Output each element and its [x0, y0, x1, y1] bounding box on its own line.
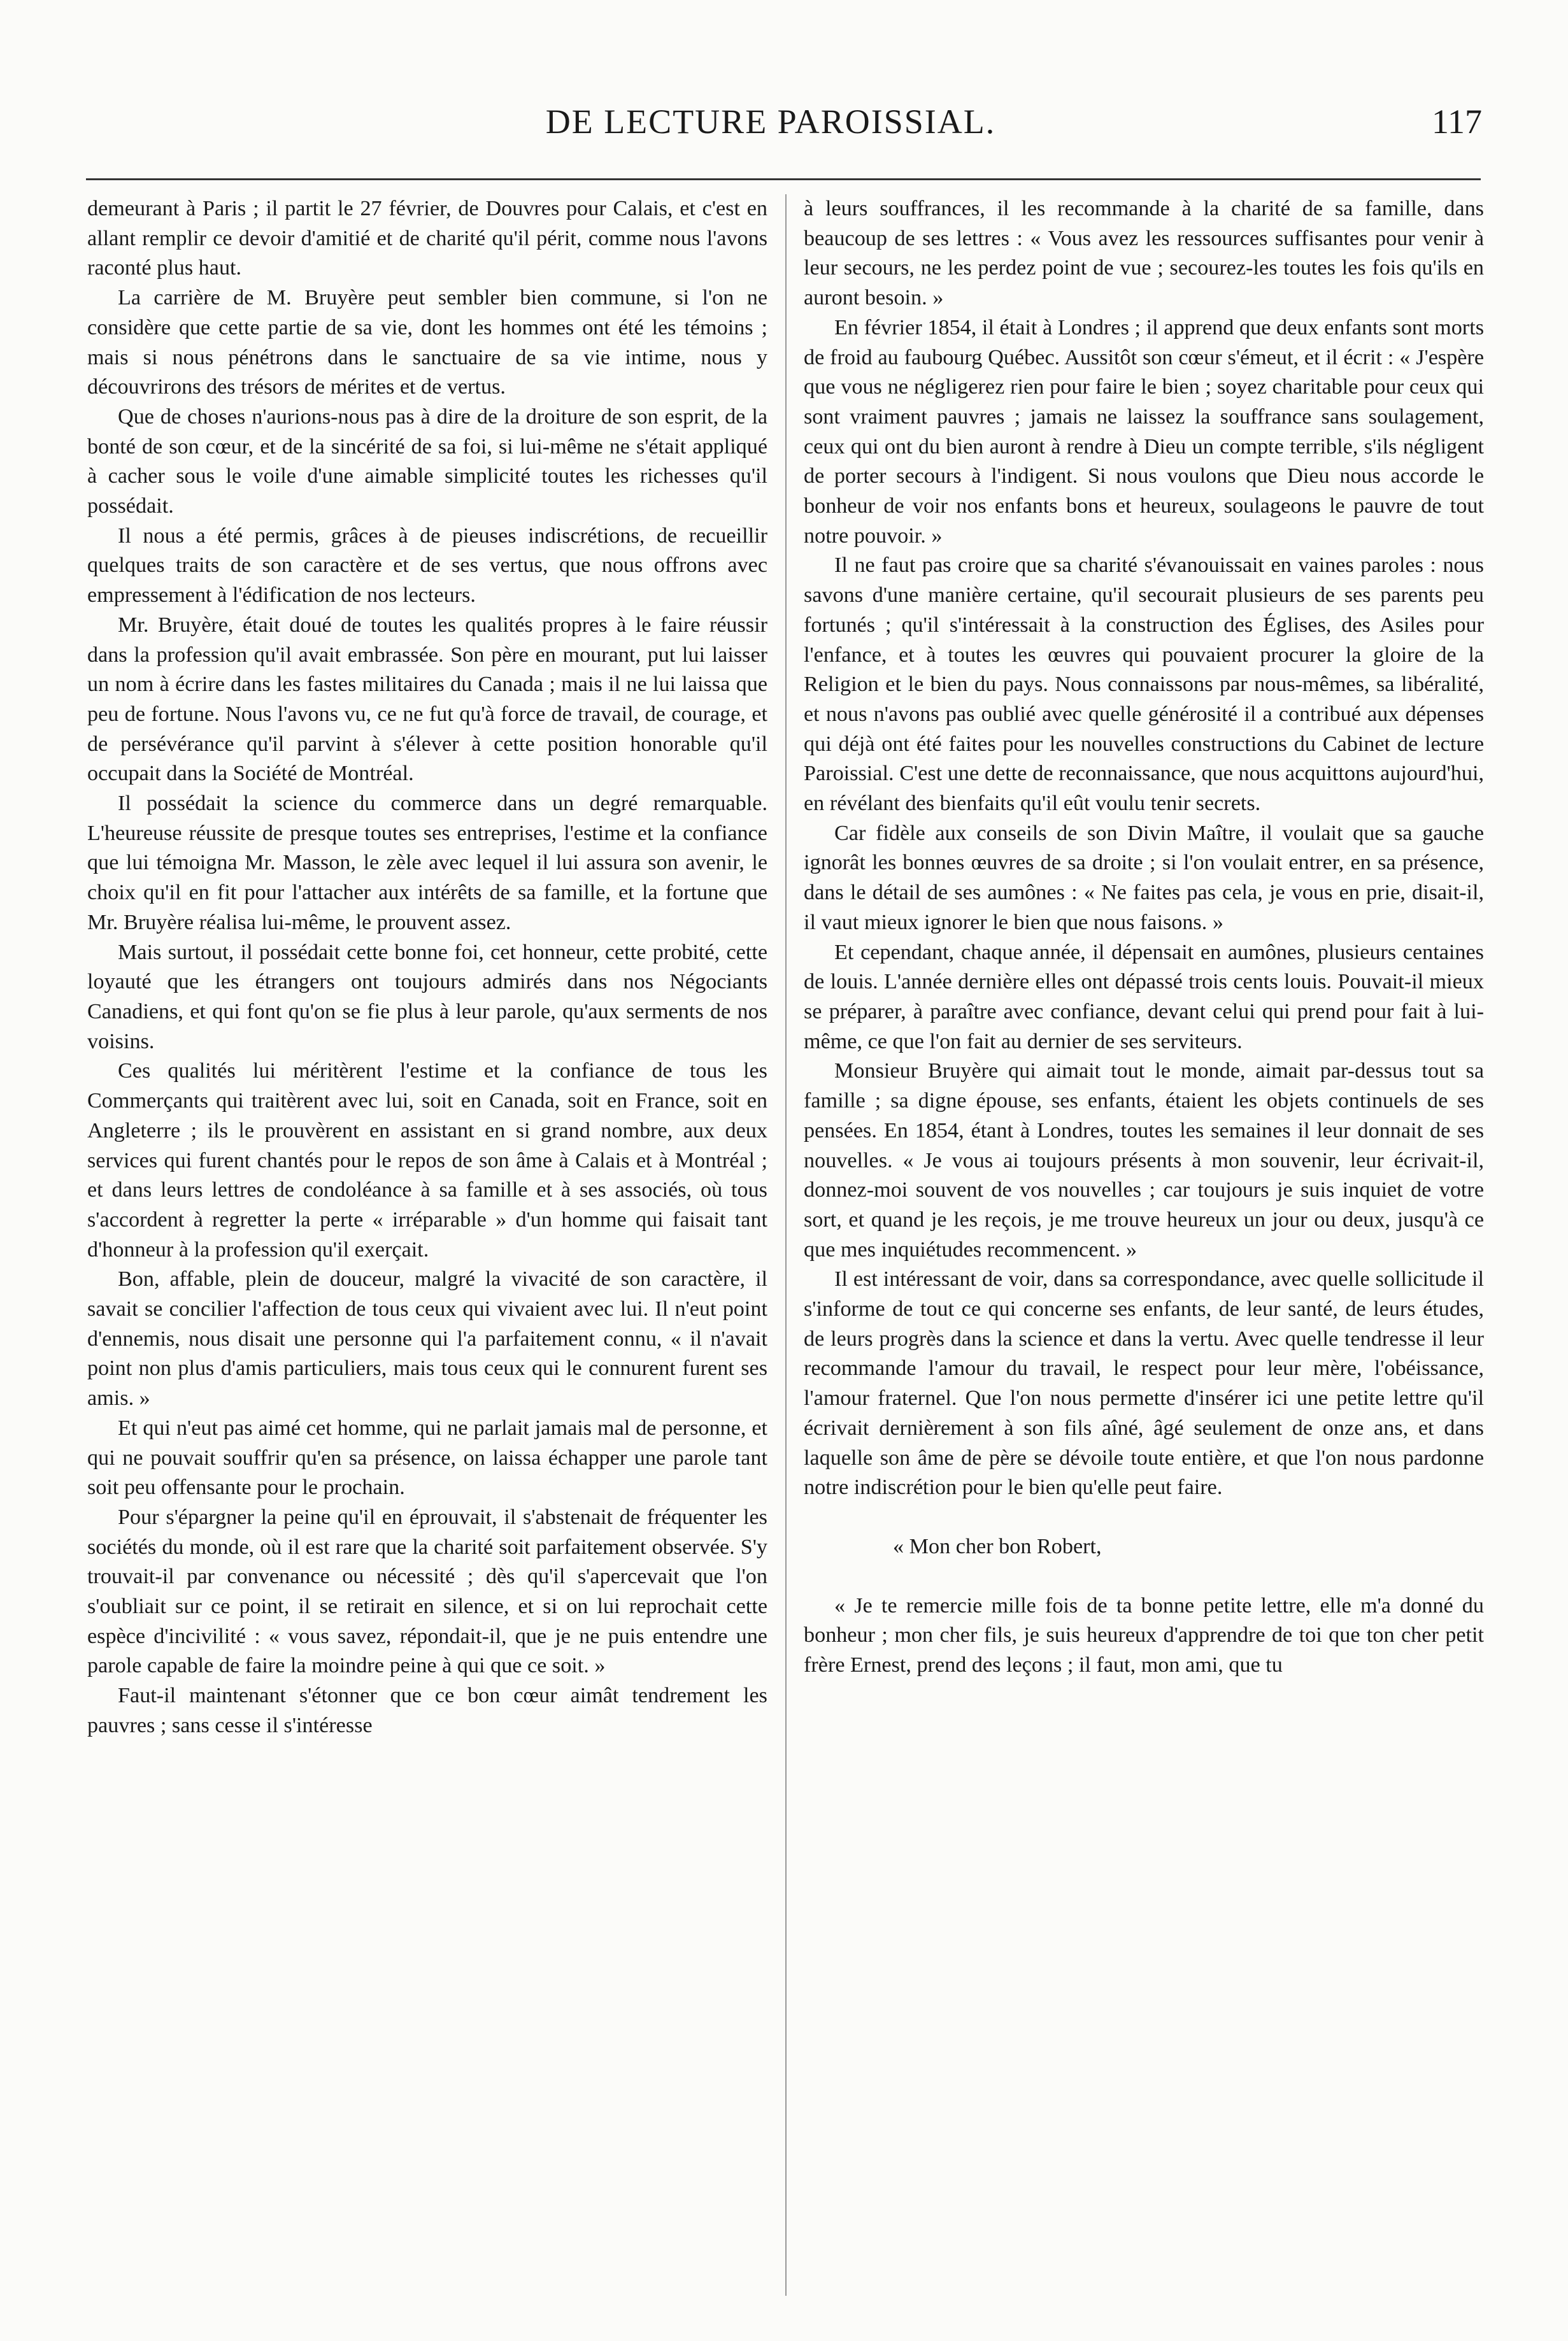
- paragraph: « Mon cher bon Robert,: [893, 1534, 1102, 1558]
- paragraph: La carrière de M. Bruyère peut sembler bien commune, si l'on ne considère que cette partie de sa vie, dont les hommes ont été les témoins ; mais si nous pénétrons dans le sanctuaire de sa vie intime, nous y découvrirons des trésors de mérites et de vertus.: [87, 286, 767, 399]
- paragraph: Et qui n'eut pas aimé cet homme, qui ne parlait jamais mal de personne, et qui ne pouvait souffrir qu'en sa présence, on laissa échapper une parole tant soit peu offensante pour le prochain.: [87, 1416, 767, 1500]
- paragraph: Mais surtout, il possédait cette bonne foi, cet honneur, cette probité, cette loyauté que les étrangers ont toujours admirés dans nos Négociants Canadiens, et qui font qu'on se fie plus à leur parole, qu'aux serments de nos voisins.: [87, 940, 767, 1053]
- paragraph: Il nous a été permis, grâces à de pieuses indiscrétions, de recueillir quelques traits de son caractère et de ses vertus, que nous offrons avec empressement à l'édification de nos lecteurs.: [87, 523, 767, 608]
- paragraph: « Je te remercie mille fois de ta bonne petite lettre, elle m'a donné du bonheur ; mon cher fils, je suis heureux d'apprendre de toi que ton cher petit frère Ernest, prend des leçons ; il faut, mon ami, que tu: [804, 1593, 1484, 1677]
- paragraph: Bon, affable, plein de douceur, malgré la vivacité de son caractère, il savait se concilier l'affection de tous ceux qui vivaient avec lui. Il n'eut point d'ennemis, nous disait une personne qui l'a parfaitement connu, « il n'avait point non plus d'amis particuliers, mais tous ceux qui le connurent furent ses amis. »: [87, 1267, 767, 1411]
- paragraph: En février 1854, il était à Londres ; il apprend que deux enfants sont morts de froid au faubourg Québec. Aussitôt son cœur s'émeut, et il écrit : « J'espère que vous ne négligerez rien pour faire le bien ; soyez charitable pour ceux qui sont vraiment pauvres ; jamais ne laissez la souffrance sans soulagement, ceux qui ont du bien auront à rendre à Dieu un compte terrible, s'ils négligent de porter secours à l'indigent. Si nous voulons que Dieu nous accorde le bonheur de voir nos enfants bons et heureux, soulageons le pauvre de tout notre pouvoir. »: [804, 315, 1484, 548]
- paragraph: Ces qualités lui méritèrent l'estime et la confiance de tous les Commerçants qui traitèrent avec lui, soit en Canada, soit en France, soit en Angleterre ; ils le prouvèrent en assistant en si grand nombre, aux deux services qui furent chantés pour le repos de son âme à Calais et à Montréal ; et dans leurs lettres de condoléance à sa famille et à ses associés, où tous s'accordent à regretter la perte « irréparable » d'un homme qui faisait tant d'honneur à la profession qu'il exerçait.: [87, 1059, 767, 1262]
- paragraph: Et cependant, chaque année, il dépensait en aumônes, plusieurs centaines de louis. L'année dernière elles ont dépassé trois cents louis. Pouvait-il mieux se préparer, à paraître avec confiance, devant celui qui prend pour fait à lui-même, ce que l'on fait au dernier de ses serviteurs.: [804, 940, 1484, 1053]
- paragraph: Faut-il maintenant s'étonner que ce bon cœur aimât tendrement les pauvres ; sans cesse il s'intéresse: [87, 1684, 767, 1737]
- paragraph: Que de choses n'aurions-nous pas à dire de la droiture de son esprit, de la bonté de son cœur, et de la sincérité de sa foi, si lui-même ne s'était appliqué à cacher sous le voile d'une aimable simplicité toutes les richesses qu'il possédait.: [87, 404, 767, 518]
- running-header: [0, 102, 1568, 172]
- paragraph: Car fidèle aux conseils de son Divin Maître, il voulait que sa gauche ignorât les bonnes œuvres de sa droite ; si l'on voulait entrer, en sa présence, dans le détail de ses aumônes : « Ne faites pas cela, je vous en prie, disait-il, il vaut mieux ignorer le bien que nous faisons. »: [804, 821, 1484, 934]
- paragraph: Il est intéressant de voir, dans sa correspondance, avec quelle sollicitude il s'informe de tout ce qui concerne ses enfants, de leur santé, de leurs études, de leurs progrès dans la science et dans la vertu. Avec quelle tendresse il leur recommande l'amour du travail, le respect pour leur mère, l'obéissance, l'amour fraternel. Que l'on nous permette d'insérer ici une petite lettre qu'il écrivait dernièrement à son fils aîné, âgé seulement de onze ans, et dans laquelle son âme de père se dévoile toute entière, et que l'on nous pardonne notre indiscrétion pour le bien qu'elle peut faire.: [804, 1267, 1484, 1500]
- column-divider: [785, 194, 787, 2296]
- paragraph: Mr. Bruyère, était doué de toutes les qualités propres à le faire réussir dans la profession qu'il avait embrassée. Son père en mourant, put lui laisser un nom à écrire dans les fastes militaires du Canada ; mais il ne lui laissa que peu de fortune. Nous l'avons vu, ce ne fut qu'à force de travail, de courage, et de persévérance qu'il parvint à s'élever à cette position honorable qu'il occupait dans la Société de Montréal.: [87, 613, 767, 786]
- paragraph: Il ne faut pas croire que sa charité s'évanouissait en vaines paroles : nous savons d'une manière certaine, qu'il secourait plusieurs de ses parents peu fortunés ; qu'il s'intéressait à la construction des Églises, des Asiles pour l'enfance, et à toutes les œuvres qui pouvaient procurer la gloire de la Religion et le bien du pays. Nous connaissons par nous-mêmes, sa libéralité, et nous n'avons pas oublié avec quelle générosité il a contribué aux dépenses qui déjà ont été faites pour les nouvelles constructions du Cabinet de lecture Paroissial. C'est une dette de reconnaissance, que nous acquittons aujourd'hui, en révélant des bienfaits qu'il eût voulu tenir secrets.: [804, 553, 1484, 816]
- paragraph: à leurs souffrances, il les recommande à la charité de sa famille, dans beaucoup de ses lettres : « Vous avez les ressources suffisantes pour venir à leur secours, ne les perdez point de vue ; secourez-les toutes les fois qu'ils en auront besoin. »: [804, 197, 1484, 310]
- header-rule: [86, 178, 1481, 180]
- right-column: [804, 194, 1484, 2296]
- paragraph: Monsieur Bruyère qui aimait tout le monde, aimait par-dessus tout sa famille ; sa digne épouse, ses enfants, étaient les objets continuels de ses pensées. En 1854, étant à Londres, toutes les semaines il leur donnait de ses nouvelles. « Je vous ai toujours présents à mon souvenir, leur écrivait-il, donnez-moi souvent de vos nouvelles ; car toujours je suis inquiet de votre sort, et quand je les reçois, je me trouve heureux un jour ou deux, jusqu'à ce que mes inquiétudes recommencent. »: [804, 1059, 1484, 1262]
- page-number: 117: [1432, 103, 1482, 141]
- paragraph: Pour s'épargner la peine qu'il en éprouvait, il s'abstenait de fréquenter les sociétés du monde, où il est rare que la charité soit parfaitement observée. S'y trouvait-il par convenance ou nécessité ; dès qu'il s'apercevait que l'on s'oubliait sur ce point, il se retirait en silence, et si on lui reprochait cette espèce d'incivilité : « vous savez, répondait-il, que je ne puis entendre une parole capable de faire la moindre peine à qui que ce soit. »: [87, 1505, 767, 1678]
- paragraph: demeurant à Paris ; il partit le 27 février, de Douvres pour Calais, et c'est en allant remplir ce devoir d'amitié et de charité qu'il périt, comme nous l'avons raconté plus haut.: [87, 197, 767, 280]
- paragraph: Il possédait la science du commerce dans un degré remarquable. L'heureuse réussite de presque toutes ses entreprises, l'estime et la confiance que lui témoigna Mr. Masson, le zèle avec lequel il lui assura son avenir, le choix qu'il en fit pour l'attacher aux intérêts de sa famille, et la fortune que Mr. Bruyère réalisa lui-même, le prouvent assez.: [87, 792, 767, 934]
- left-column: [87, 194, 767, 2296]
- running-title: DE LECTURE PAROISSIAL.: [545, 103, 996, 141]
